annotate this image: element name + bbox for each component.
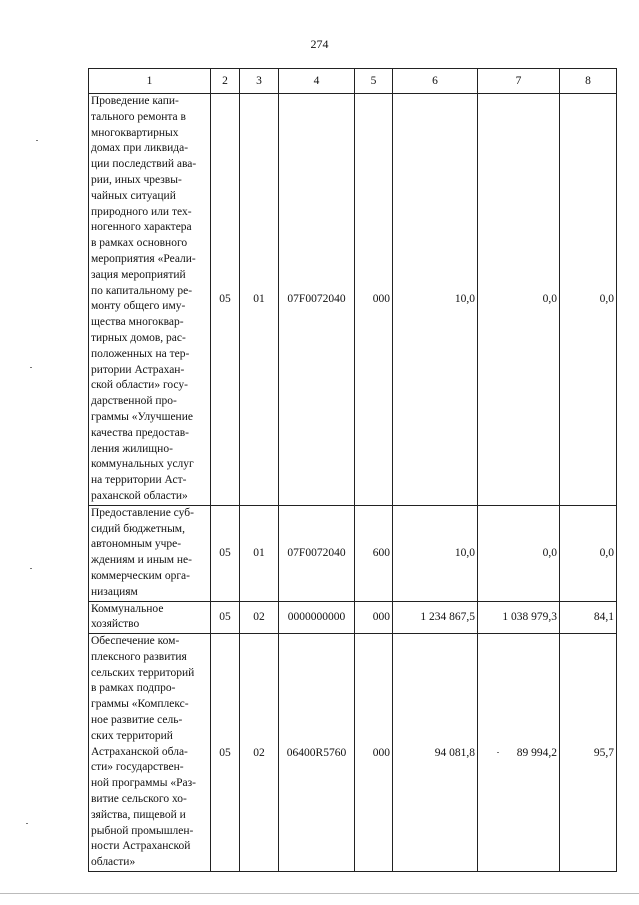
row-name-line: коммерческим орга-	[91, 569, 190, 582]
row-name-line: домах при ликвида-	[91, 142, 189, 155]
row-name-line: природного или тех-	[91, 205, 192, 218]
table-body	[89, 94, 617, 872]
row-name-line: дарственной про-	[91, 395, 177, 408]
row-name-line: раханской области»	[91, 489, 188, 502]
scan-speck	[497, 752, 499, 753]
row-name-line: ской области» госу-	[91, 379, 188, 392]
expense-type-cell: 000	[355, 634, 393, 872]
row-name-cell	[89, 94, 211, 506]
section-code-cell: 05	[211, 94, 240, 506]
value-col6-cell: 1 234 867,5	[393, 601, 478, 634]
row-name-line: положенных на тер-	[91, 347, 190, 360]
row-name-line: ритории Астрахан-	[91, 363, 185, 376]
row-name-line: хозяйство	[91, 618, 140, 631]
row-name-line: ности Астраханской	[91, 840, 191, 853]
table-row	[89, 94, 617, 506]
row-name-line: низациям	[91, 585, 138, 598]
row-name-line: монту общего иму-	[91, 300, 186, 313]
scan-speck	[30, 367, 32, 368]
row-name-line: граммы «Комплекс-	[91, 698, 189, 711]
section-code-cell: 05	[211, 634, 240, 872]
row-name-line: в рамках подпро-	[91, 682, 176, 695]
header-cell-2: 2	[211, 69, 240, 94]
row-name-line: Коммунальное	[91, 602, 164, 615]
row-name-line: Обеспечение ком-	[91, 635, 180, 648]
value-col7-cell: 89 994,2	[478, 634, 560, 872]
subsection-code-cell: 02	[240, 634, 279, 872]
scan-speck	[36, 140, 38, 141]
row-name-line: многоквартирных	[91, 126, 179, 139]
target-code-cell: 0000000000	[279, 601, 355, 634]
row-name-line: ских территорий	[91, 729, 173, 742]
row-name-line: в рамках основного	[91, 237, 188, 250]
value-col6-cell: 10,0	[393, 505, 478, 601]
row-name-line: Проведение капи-	[91, 95, 179, 107]
row-name-line: тирных домов, рас-	[91, 331, 186, 344]
row-name-line: чайных ситуаций	[91, 189, 176, 202]
row-name-line: ции последствий ава-	[91, 158, 197, 171]
subsection-code-cell: 01	[240, 94, 279, 506]
bottom-rule	[0, 893, 639, 894]
value-col8-cell: 0,0	[560, 94, 617, 506]
row-name-line: по капитальному ре-	[91, 284, 193, 297]
row-name-line: витие сельского хо-	[91, 793, 187, 806]
target-code-cell: 06400R5760	[279, 634, 355, 872]
header-cell-3: 3	[240, 69, 279, 94]
row-name-line: мероприятия «Реали-	[91, 252, 196, 265]
target-code-cell: 07F0072040	[279, 505, 355, 601]
row-name-line: плексного развития	[91, 650, 187, 663]
header-cell-5: 5	[355, 69, 393, 94]
target-code-cell: 07F0072040	[279, 94, 355, 506]
header-cell-8: 8	[560, 69, 617, 94]
row-name-cell	[89, 601, 211, 634]
table-row	[89, 505, 617, 601]
value-col8-cell: 95,7	[560, 634, 617, 872]
row-name-line: сельских территорий	[91, 666, 195, 679]
row-name-line: коммунальных услуг	[91, 458, 194, 471]
header-cell-6: 6	[393, 69, 478, 94]
page-number: 274	[310, 37, 329, 51]
header-cell-4: 4	[279, 69, 355, 94]
row-name-line: на территории Аст-	[91, 474, 187, 487]
header-row	[89, 69, 617, 94]
header-cell-1: 1	[89, 69, 211, 94]
row-name-line: сти» государствен-	[91, 761, 184, 774]
row-name-line: сидий бюджетным,	[91, 522, 185, 535]
row-name-cell	[89, 634, 211, 872]
row-name-line: области»	[91, 856, 136, 869]
expense-type-cell: 600	[355, 505, 393, 601]
row-name-line: ления жилищно-	[91, 442, 173, 455]
row-name-line: ное развитие сель-	[91, 714, 183, 727]
row-name-line: качества предостав-	[91, 426, 189, 439]
row-name-line: зация мероприятий	[91, 268, 186, 281]
value-col6-cell: 94 081,8	[393, 634, 478, 872]
expense-type-cell: 000	[355, 601, 393, 634]
table-row	[89, 634, 617, 872]
table-row	[89, 601, 617, 634]
row-name-line: рии, иных чрезвы-	[91, 173, 182, 186]
value-col8-cell: 84,1	[560, 601, 617, 634]
expense-type-cell: 000	[355, 94, 393, 506]
value-col7-cell: 1 038 979,3	[478, 601, 560, 634]
row-name-line: Астраханской обла-	[91, 745, 188, 758]
row-name-line: ной программы «Раз-	[91, 777, 196, 790]
value-col7-cell: 0,0	[478, 94, 560, 506]
section-code-cell: 05	[211, 601, 240, 634]
row-name-line: ждениям и иным не-	[91, 554, 192, 567]
row-name-line: автономным учре-	[91, 538, 182, 551]
value-col6-cell: 10,0	[393, 94, 478, 506]
row-name-line: рыбной промышлен-	[91, 824, 194, 837]
subsection-code-cell: 02	[240, 601, 279, 634]
row-name-cell	[89, 505, 211, 601]
budget-table	[88, 68, 617, 872]
row-name-line: ногенного характера	[91, 221, 192, 234]
section-code-cell: 05	[211, 505, 240, 601]
scan-speck	[30, 568, 32, 569]
header-cell-7: 7	[478, 69, 560, 94]
row-name-line: граммы «Улучшение	[91, 410, 193, 423]
row-name-line: зяйства, пищевой и	[91, 808, 186, 821]
scan-speck	[26, 823, 28, 824]
value-col7-cell: 0,0	[478, 505, 560, 601]
row-name-line: Предоставление суб-	[91, 506, 194, 519]
row-name-line: тального ремонта в	[91, 110, 186, 123]
value-col8-cell: 0,0	[560, 505, 617, 601]
row-name-line: щества многоквар-	[91, 316, 184, 329]
subsection-code-cell: 01	[240, 505, 279, 601]
